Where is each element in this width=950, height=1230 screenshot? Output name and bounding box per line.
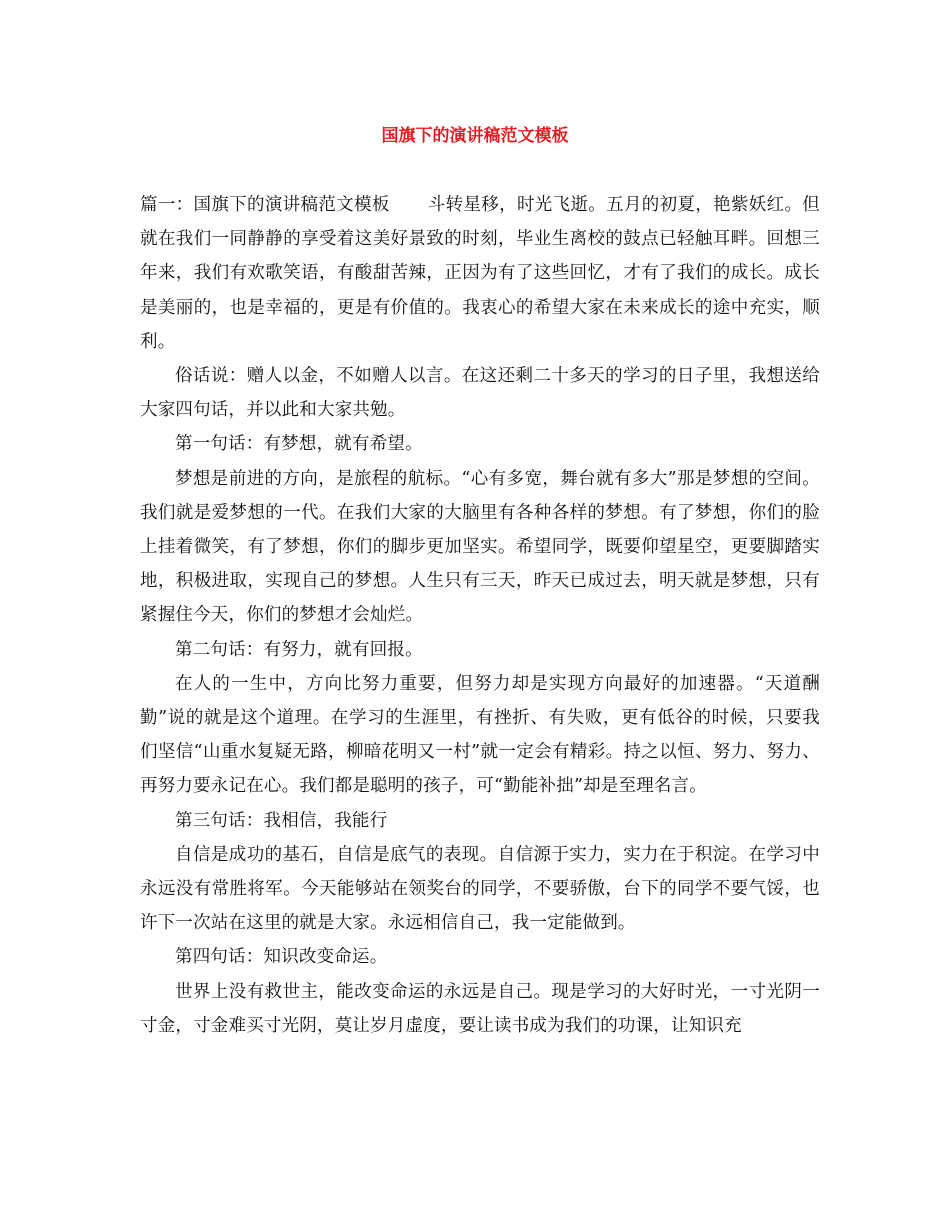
document-title: 国旗下的演讲稿范文模板 bbox=[381, 126, 569, 146]
document-body bbox=[140, 188, 820, 1043]
paragraph-1-text: 斗转星移，时光飞逝。五月的初夏，艳紫妖红。但就在我们一同静静的享受着这美好景致的时刻，毕业生离校的鼓点已轻触耳畔。回想三年来，我们有欢歌笑语，有酸甜苦辣，正因为有了这些回忆，才有了我们的成长。成长是美丽的，也是幸福的，更是有价值的。我衷心的希望大家在未来成长的途中充实，顺利。 bbox=[140, 195, 820, 352]
section-heading-3: 第三句话：我相信，我能行 bbox=[175, 810, 388, 831]
section-heading-2: 第二句话：有努力，就有回报。 bbox=[175, 639, 423, 660]
paragraph-3: 梦想是前进的方向，是旅程的航标。“心有多宽，舞台就有多大”那是梦想的空间。我们就是爱梦想的一代。在我们大家的大脑里有各种各样的梦想。有了梦想，你们的脸上挂着微笑，有了梦想，你们的脚步更加坚实。希望同学，既要仰望星空，更要脚踏实地，积极进取，实现自己的梦想。人生只有三天，昨天已成过去，明天就是梦想，只有紧握住今天，你们的梦想才会灿烂。 bbox=[140, 468, 820, 626]
section-heading-1: 第一句话：有梦想，就有希望。 bbox=[175, 434, 423, 455]
paragraph-4: 在人的一生中，方向比努力重要，但努力却是实现方向最好的加速器。“天道酬勤”说的就是这个道理。在学习的生涯里，有挫折、有失败，更有低谷的时候，只要我们坚信“山重水复疑无路，柳暗花明又一村”就一定会有精彩。持之以恒、努力、努力、再努力要永记在心。我们都是聪明的孩子，可“勤能补拙”却是至理名言。 bbox=[140, 673, 820, 797]
intro-label: 篇一：国旗下的演讲稿范文模板 bbox=[140, 195, 390, 215]
paragraph-6: 世界上没有救世主，能改变命运的永远是自己。现是学习的大好时光，一寸光阴一寸金，寸金难买寸光阴，莫让岁月虚度，要让读书成为我们的功课，让知识充 bbox=[140, 981, 820, 1036]
paragraph-5: 自信是成功的基石，自信是底气的表现。自信源于实力，实力在于积淀。在学习中永远没有常胜将军。今天能够站在领奖台的同学，不要骄傲，台下的同学不要气馁，也许下一次站在这里的就是大家。永远相信自己，我一定能做到。 bbox=[140, 844, 820, 934]
section-heading-4: 第四句话：知识改变命运。 bbox=[175, 947, 388, 968]
paragraph-1 bbox=[140, 188, 820, 359]
paragraph-2: 俗话说：赠人以金，不如赠人以言。在这还剩二十多天的学习的日子里，我想送给大家四句话，并以此和大家共勉。 bbox=[140, 366, 820, 421]
